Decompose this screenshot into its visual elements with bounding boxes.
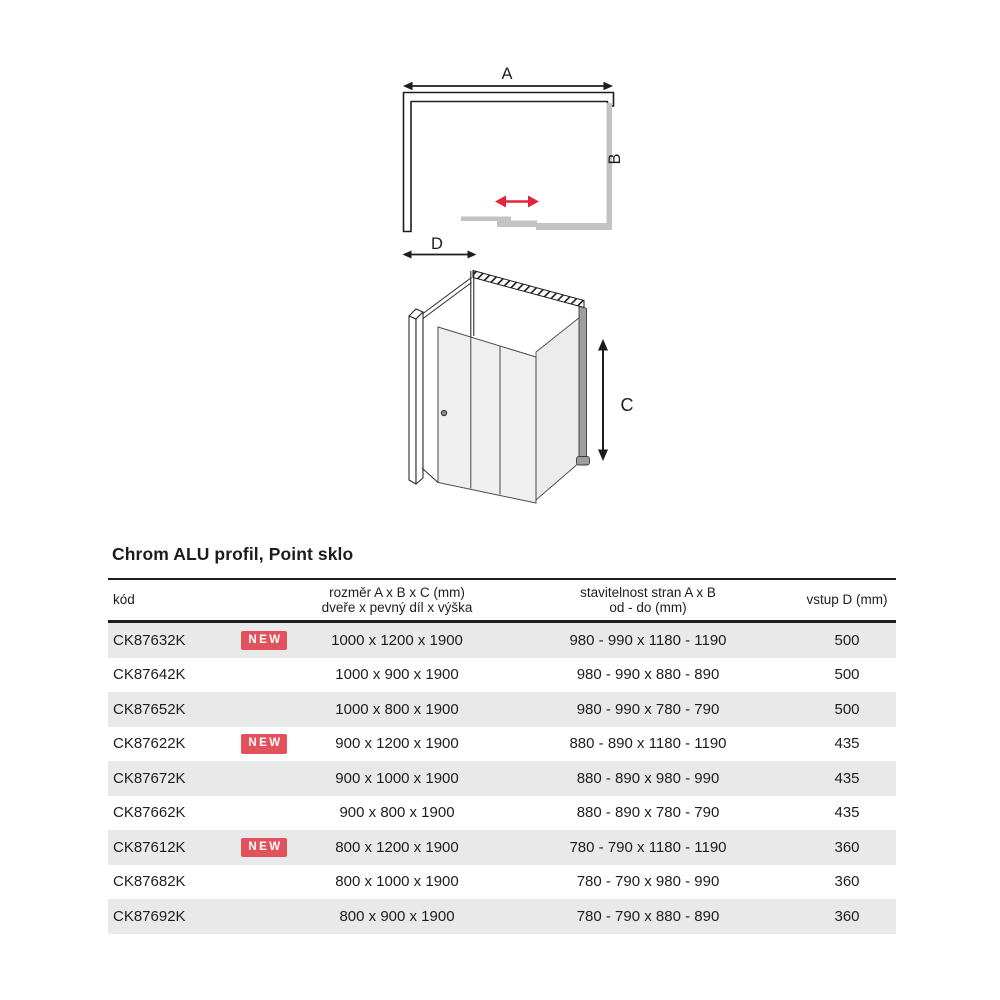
size-value: 900 x 800 x 1900 [339,804,455,822]
door-knob [441,410,446,415]
dimension-c-arrow [598,339,608,461]
dimension-b-label: B [606,153,624,165]
top-rail-hatched [473,271,584,308]
adjust-value: 880 - 890 x 1180 - 1190 [569,735,727,753]
product-code: CK87662K [113,804,186,822]
adjust-value: 780 - 790 x 880 - 890 [576,907,720,925]
entry-value: 500 [834,666,860,684]
wall-outline [404,93,614,232]
product-code: CK87612K [113,838,186,856]
product-code: CK87632K [113,631,186,649]
dimension-c-label: C [620,395,634,415]
product-code: CK87682K [113,873,186,891]
glass-panels-plan [461,103,612,230]
size-value: 900 x 1200 x 1900 [335,735,459,753]
corner-post [471,271,474,337]
size-value: 1000 x 800 x 1900 [335,700,459,718]
product-code: CK87672K [113,769,186,787]
table-row [108,796,896,831]
entry-value: 500 [834,700,860,718]
table-row [108,658,896,693]
adjust-value: 880 - 890 x 980 - 990 [576,769,720,787]
adjust-value: 780 - 790 x 1180 - 1190 [569,838,727,856]
perspective-diagram [398,262,650,528]
table-row [108,899,896,934]
plan-view-diagram [395,58,650,268]
entry-value: 360 [834,873,860,891]
dimension-a-label: A [501,65,513,83]
spec-table [108,578,896,934]
product-code: CK87622K [113,735,186,753]
side-glass-panel [536,317,580,500]
product-code: CK87652K [113,700,186,718]
header-adjust: stavitelnost stran A x B od - do (mm) [580,584,716,615]
dimension-a-arrow [403,82,613,90]
header-code: kód [113,592,135,608]
table-row [108,692,896,727]
new-badge: NEW [241,631,286,651]
table-row [108,623,896,658]
dimension-d-label: D [431,235,443,253]
product-code: CK87692K [113,907,186,925]
slide-direction-arrow [495,196,539,208]
entry-value: 435 [834,735,860,753]
page-title: Chrom ALU profil, Point sklo [112,544,354,564]
size-value: 1000 x 1200 x 1900 [331,631,463,649]
size-value: 800 x 1200 x 1900 [335,838,459,856]
header-entry: vstup D (mm) [806,592,888,608]
entry-value: 360 [834,907,860,925]
table-header [108,580,896,620]
adjust-value: 880 - 890 x 780 - 790 [576,804,720,822]
adjust-value: 780 - 790 x 980 - 990 [576,873,720,891]
adjust-value: 980 - 990 x 1180 - 1190 [569,631,727,649]
entry-value: 360 [834,838,860,856]
front-glass-panels [438,327,536,503]
new-badge: NEW [241,838,286,858]
header-size: rozměr A x B x C (mm) dveře x pevný díl x výška [321,584,473,615]
size-value: 800 x 900 x 1900 [339,907,455,925]
size-value: 1000 x 900 x 1900 [335,666,459,684]
adjust-value: 980 - 990 x 880 - 890 [576,666,720,684]
table-row [108,830,896,865]
product-code: CK87642K [113,666,186,684]
table-row [108,727,896,762]
table-row [108,761,896,796]
entry-value: 435 [834,804,860,822]
wall-profile-slab [409,309,423,484]
size-value: 900 x 1000 x 1900 [335,769,459,787]
size-value: 800 x 1000 x 1900 [335,873,459,891]
entry-value: 435 [834,769,860,787]
adjust-value: 980 - 990 x 780 - 790 [576,700,720,718]
new-badge: NEW [241,734,286,754]
table-row [108,865,896,900]
entry-value: 500 [834,631,860,649]
